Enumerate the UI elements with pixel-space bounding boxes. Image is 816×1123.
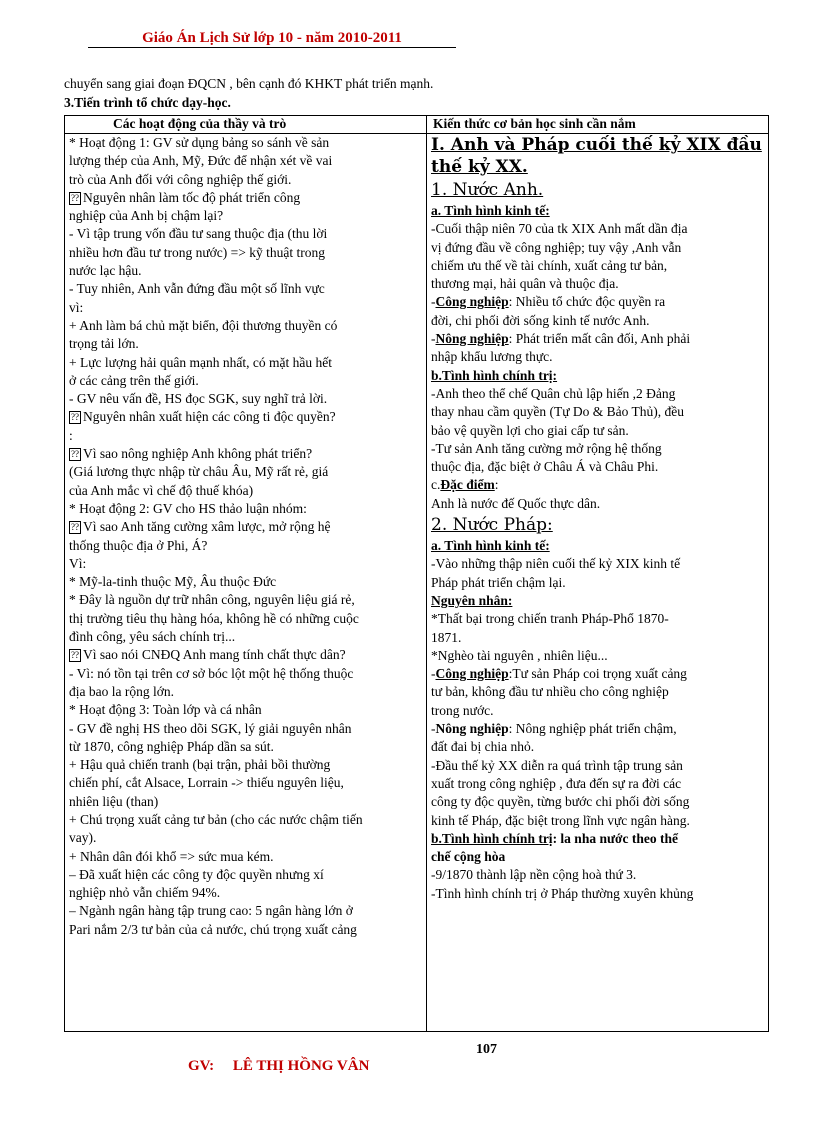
- text-line: công ty độc quyền, từng bước chi phối đời sống: [431, 794, 690, 810]
- activity-line: [69, 482, 422, 500]
- question-icon: ??: [71, 522, 79, 533]
- question-icon: ??: [71, 192, 79, 203]
- col2-header: Kiến thức cơ bản học sinh cần nắm: [427, 116, 769, 134]
- activity-line: [69, 280, 422, 298]
- activity-line: [69, 152, 422, 170]
- activity-text: * Mỹ-la-tinh thuộc Mỹ, Âu thuộc Đức: [69, 574, 277, 590]
- text-line: nhập khẩu lương thực.: [431, 349, 553, 365]
- activity-text: Nguyên nhân xuất hiện các công ti độc quyền?: [83, 409, 336, 425]
- section-title: 3.Tiến trình tổ chức dạy-học.: [64, 95, 231, 110]
- activity-line: [69, 445, 422, 463]
- text-line: tư bản, không đầu tư nhiều cho công nghiệp: [431, 684, 669, 700]
- text-line: -Anh theo thể chế Quân chủ lập hiến ,2 Đảng: [431, 385, 676, 401]
- agriculture-france-line: [431, 720, 764, 738]
- activity-line: [69, 518, 422, 536]
- politics-france-line: [431, 830, 764, 848]
- activity-text: - Tuy nhiên, Anh vẫn đứng đầu một số lĩnh vực: [69, 281, 325, 297]
- activity-line: [69, 921, 422, 939]
- activity-line: [69, 317, 422, 335]
- text-line: 1871.: [431, 629, 462, 645]
- industry-france-line: [431, 665, 764, 683]
- dash: -: [431, 666, 436, 682]
- activity-text: – Đã xuất hiện các công ty độc quyền nhưng xí: [69, 866, 324, 882]
- activity-line: [69, 207, 422, 225]
- sub-politics-england: b.Tình hình chính trị:: [431, 367, 558, 383]
- text-line: đời, chi phối đời sống kinh tế nước Anh.: [431, 312, 650, 328]
- text-line: trong nước.: [431, 702, 494, 718]
- text-line: chế cộng hòa: [431, 849, 506, 865]
- activity-text: + Lực lượng hải quân mạnh nhất, có mặt hầu hết: [69, 354, 332, 370]
- heading-france: 2. Nước Pháp:: [431, 515, 553, 536]
- header-rule: [88, 47, 456, 48]
- activity-text: - Vì tập trung vốn đầu tư sang thuộc địa (thu lời: [69, 226, 328, 242]
- activity-text: (Giá lương thực nhập từ châu Âu, Mỹ rất rẻ, giá: [69, 464, 329, 480]
- causes-label: Nguyên nhân:: [431, 592, 513, 608]
- activity-line: [69, 408, 422, 426]
- activity-text: Vì:: [69, 555, 87, 571]
- agriculture-france-text: : Nông nghiệp phát triển chậm,: [508, 721, 677, 737]
- text-line: -Đầu thế kỷ XX diễn ra quá trình tập trung sản: [431, 757, 683, 773]
- text-line: vị đứng đầu về công nghiệp; tuy vậy ,Anh vẫn: [431, 239, 682, 255]
- activity-line: [69, 189, 422, 207]
- industry-label: Công nghiệp: [435, 294, 509, 310]
- activity-line: [69, 244, 422, 262]
- activity-line: [69, 665, 422, 683]
- activity-text: * Hoạt động 1: GV sử dụng bảng so sánh về sản: [69, 135, 330, 150]
- page-number: 107: [476, 1042, 497, 1057]
- text-line: đất đai bị chia nhỏ.: [431, 739, 535, 755]
- text-line: *Thất bại trong chiến tranh Pháp-Phổ 1870-: [431, 611, 669, 627]
- heading-I: I. Anh và Pháp cuối thế kỷ XIX đầu thế kỷ XX.: [431, 135, 762, 177]
- activity-line: [69, 390, 422, 408]
- activity-line: [69, 756, 422, 774]
- activity-text: nghiệp của Anh bị chậm lại?: [69, 208, 224, 224]
- activity-text: * Hoạt động 2: GV cho HS thảo luận nhóm:: [69, 500, 307, 516]
- activity-text: Pari nắm 2/3 tư bản của cả nước, chú trọng xuất cảng: [69, 921, 357, 937]
- industry-text: : Nhiều tổ chức độc quyền ra: [508, 294, 666, 310]
- intro-line: chuyển sang giai đoạn ĐQCN , bên cạnh đó KHKT phát triển mạnh.: [64, 76, 434, 91]
- activity-text: vì:: [69, 299, 84, 315]
- activity-line: [69, 463, 422, 481]
- activity-line: [69, 829, 422, 847]
- activity-line: [69, 171, 422, 189]
- feature-label: Đặc điểm: [440, 477, 495, 493]
- dash: -: [431, 721, 436, 737]
- activity-line: [69, 537, 422, 555]
- activity-line: [69, 299, 422, 317]
- question-icon: ??: [71, 650, 79, 661]
- question-icon: ??: [71, 412, 79, 423]
- activity-line: [69, 884, 422, 902]
- activity-line: [69, 134, 422, 152]
- feature-line: [431, 476, 764, 494]
- activity-text: - GV đề nghị HS theo dõi SGK, lý giải nguyên nhân: [69, 720, 352, 736]
- activities-cell: [65, 134, 427, 1032]
- activity-text: nước lạc hậu.: [69, 263, 142, 279]
- industry-france-text: :Tư sản Pháp coi trọng xuất cảng: [508, 666, 687, 682]
- activity-text: từ 1870, công nghiệp Pháp dần sa sút.: [69, 738, 274, 754]
- activity-text: * Hoạt động 3: Toàn lớp và cá nhân: [69, 702, 262, 718]
- activity-line: [69, 646, 422, 664]
- activity-text: + Hậu quả chiến tranh (bại trận, phải bồi thường: [69, 757, 331, 773]
- activity-line: [69, 573, 422, 591]
- activity-text: nhiên liệu (than): [69, 793, 159, 809]
- activity-text: thống thuộc địa ở Phi, Á?: [69, 537, 208, 553]
- question-icon: ??: [71, 449, 79, 460]
- feature-prefix: c.: [431, 477, 441, 493]
- activity-line: [69, 500, 422, 518]
- industry-line: -Công nghiệp: Nhiều tổ chức độc quyền ra: [431, 294, 666, 310]
- activity-text: trọng tải lớn.: [69, 336, 139, 352]
- agriculture-label: Nông nghiệp: [435, 331, 509, 347]
- knowledge-cell: [427, 134, 769, 1032]
- text-line: -9/1870 thành lập nền cộng hoà thứ 3.: [431, 867, 637, 883]
- sub-economy-england: a. Tình hình kinh tế:: [431, 203, 550, 218]
- activity-text: :: [69, 427, 73, 443]
- activity-text: chiến phí, cắt Alsace, Lorrain -> thiếu nguyên liệu,: [69, 775, 344, 791]
- politics-france-text: : la nha nước theo thể: [552, 830, 679, 846]
- activity-line: [69, 354, 422, 372]
- activity-text: địa bao la rộng lớn.: [69, 683, 174, 699]
- activity-text: ở các cảng trên thế giới.: [69, 372, 199, 388]
- activity-text: vay).: [69, 830, 97, 846]
- activity-text: nhiều hơn đầu tư trong nước) => kỹ thuật trong: [69, 244, 325, 260]
- text-line: Anh là nước đế Quốc thực dân.: [431, 495, 601, 511]
- activity-line: [69, 610, 422, 628]
- activity-text: Vì sao nông nghiệp Anh không phát triển?: [83, 446, 313, 462]
- activity-line: [69, 555, 422, 573]
- text-line: chiếm ưu thế về tài chính, xuất cảng tư bản,: [431, 257, 668, 273]
- header-title: Giáo Án Lịch Sử lớp 10 - năm 2010-2011: [142, 30, 402, 46]
- activity-text: lượng thép của Anh, Mỹ, Đức để nhận xét về vai: [69, 153, 333, 169]
- activity-text: của Anh mắc vì chế độ thuế khóa): [69, 482, 254, 498]
- agriculture-line: -Nông nghiệp: Phát triển mất cân đối, Anh phải: [431, 331, 691, 347]
- activity-text: nghiệp nhỏ vẫn chiếm 94%.: [69, 885, 221, 901]
- activity-line: [69, 848, 422, 866]
- text-line: -Tình hình chính trị ở Pháp thường xuyên khủng: [431, 885, 694, 901]
- feature-colon: :: [494, 477, 499, 493]
- activity-line: [69, 793, 422, 811]
- text-line: bảo vệ quyền lợi cho giai cấp tư sản.: [431, 422, 629, 438]
- text-line: xuất trong công nghiệp , đưa đến sự ra đời các: [431, 775, 682, 791]
- text-line: -Vào những thập niên cuối thế kỷ XIX kinh tế: [431, 556, 681, 572]
- activity-line: [69, 335, 422, 353]
- activity-text: * Đây là nguồn dự trữ nhân công, nguyên liệu giá rẻ,: [69, 592, 355, 608]
- text-line: *Nghèo tài nguyên , nhiên liệu...: [431, 647, 608, 663]
- activity-line: [69, 225, 422, 243]
- activity-text: Vì sao nói CNĐQ Anh mang tính chất thực dân?: [83, 647, 346, 663]
- footer-teacher: GV: LÊ THỊ HỒNG VÂN: [188, 1058, 370, 1074]
- text-line: -Cuối thập niên 70 của tk XIX Anh mất dần địa: [431, 221, 688, 237]
- activity-line: [69, 774, 422, 792]
- activity-line: [69, 427, 422, 445]
- activity-line: [69, 591, 422, 609]
- col1-header: Các hoạt động của thầy và trò: [65, 116, 427, 134]
- agriculture-france-label: Nông nghiệp: [435, 721, 509, 737]
- lesson-table: [64, 115, 769, 1032]
- activity-text: + Chú trọng xuất cảng tư bản (cho các nước chậm tiến: [69, 811, 363, 827]
- activity-line: [69, 628, 422, 646]
- activity-text: thị trường tiêu thụ hàng hóa, không hề có những cuộc: [69, 610, 359, 626]
- activity-text: - Vì: nó tồn tại trên cơ sở bóc lột một hệ thống thuộc: [69, 665, 354, 681]
- activity-text: + Nhân dân đói khổ => sức mua kém.: [69, 848, 274, 864]
- activity-text: trò của Anh đối với công nghiệp thế giới.: [69, 171, 292, 187]
- text-line: thay nhau cầm quyền (Tự Do & Bảo Thủ), đều: [431, 404, 685, 420]
- activity-text: Nguyên nhân làm tốc độ phát triển công: [83, 189, 301, 205]
- activity-text: đình công, yêu sách chính trị...: [69, 629, 236, 645]
- industry-france-label: Công nghiệp: [435, 666, 509, 682]
- activity-line: [69, 720, 422, 738]
- activity-line: [69, 372, 422, 390]
- text-line: Pháp phát triển chậm lại.: [431, 574, 566, 590]
- text-line: thương mại, hải quân và thuộc địa.: [431, 276, 619, 292]
- activity-line: [69, 262, 422, 280]
- activity-text: Vì sao Anh tăng cường xâm lược, mở rộng hệ: [83, 519, 331, 535]
- agriculture-text: : Phát triển mất cân đối, Anh phải: [508, 331, 691, 347]
- activity-text: + Anh làm bá chủ mặt biển, đội thương thuyền có: [69, 317, 338, 333]
- activity-line: [69, 902, 422, 920]
- text-line: thuộc địa, đặc biệt ở Châu Á và Châu Phi.: [431, 459, 659, 475]
- politics-france-label: b.Tình hình chính trị: [431, 830, 553, 846]
- heading-england: 1. Nước Anh.: [431, 180, 544, 200]
- activity-text: – Ngành ngân hàng tập trung cao: 5 ngân hàng lớn ở: [69, 903, 353, 919]
- sub-economy-france: a. Tình hình kinh tế:: [431, 538, 550, 554]
- activity-line: [69, 866, 422, 884]
- activity-line: [69, 701, 422, 719]
- activity-line: [69, 811, 422, 829]
- activity-line: [69, 683, 422, 701]
- knowledge-list: [431, 134, 764, 1031]
- text-line: -Tư sản Anh tăng cường mở rộng hệ thống: [431, 440, 662, 456]
- activity-line: [69, 738, 422, 756]
- text-line: kinh tế Pháp, đặc biệt trong lĩnh vực ngân hàng.: [431, 812, 690, 828]
- activity-text: - GV nêu vấn đề, HS đọc SGK, suy nghĩ trả lời.: [69, 391, 328, 407]
- activities-list: [69, 134, 422, 1031]
